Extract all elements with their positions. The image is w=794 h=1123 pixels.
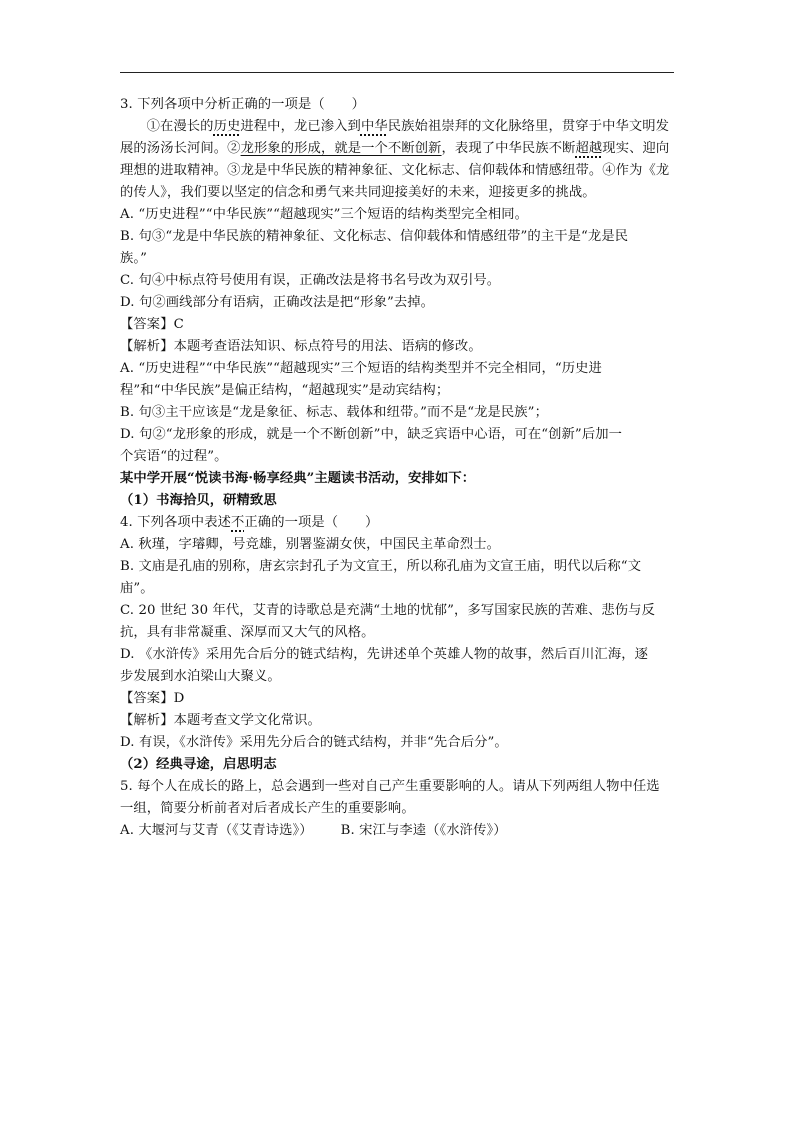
q3-analysis-d-line1: D. 句②“龙形象的形成，就是一个不断创新”中，缺乏宾语中心语，可在“创新”后加一 bbox=[120, 427, 623, 442]
q3-passage: ①在漫长的历史进程中，龙已渗入到中华民族始祖崇拜的文化脉络里，贯穿于中华文明发展的汤汤长河间。②龙形象的形成，就是一个不断创新，表现了中华民族不断超越现实、迎向理想的进取精神。③龙是中华民族的精神象征、文化标志、信仰载体和情感纽带。④作为《龙的传人》，我们要以坚定的信念和勇气来共同迎接美好的未来，迎接更多的挑战。 bbox=[120, 119, 670, 200]
q4-answer: 【答案】D bbox=[120, 691, 185, 706]
q3-analysis-a-line2: 程”和“中华民族”是偏正结构，“超越现实”是动宾结构； bbox=[120, 383, 450, 398]
q4-analysis-d: D. 有误，《水浒传》采用先分后合的链式结构，并非“先合后分”。 bbox=[120, 735, 508, 750]
document-page bbox=[120, 94, 674, 842]
q3-analysis-intro: 【解析】本题考查语法知识、标点符号的用法、语病的修改。 bbox=[120, 339, 482, 354]
q5-option-a: A. 大堰河与艾青（《艾青诗选》） bbox=[120, 823, 313, 838]
q3-option-d: D. 句②画线部分有语病，正确改法是把“形象”去掉。 bbox=[120, 295, 435, 310]
q5-stem-line1: 5. 每个人在成长的路上，总会遇到一些对自己产生重要影响的人。请从下列两组人物中任选 bbox=[120, 779, 660, 794]
q4-option-c-line2: 抗，具有非常凝重、深厚而又大气的风格。 bbox=[120, 625, 375, 640]
q4-option-b-line2: 庙”。 bbox=[120, 581, 154, 596]
q3-answer: 【答案】C bbox=[120, 317, 184, 332]
header-rule bbox=[120, 72, 674, 73]
q4-option-b-line1: B. 文庙是孔庙的别称，唐玄宗封孔子为文宣王，所以称孔庙为文宣王庙，明代以后称“文 bbox=[120, 559, 642, 574]
q4-analysis-intro: 【解析】本题考查文学文化常识。 bbox=[120, 713, 321, 728]
q5-options bbox=[120, 820, 674, 842]
q4-option-a: A. 秋瑾，字璿卿，号竞雄，别署鉴湖女侠，中国民主革命烈士。 bbox=[120, 537, 501, 552]
section1-title: （1）书海拾贝，研精致思 bbox=[120, 493, 277, 508]
q3-analysis-b: B. 句③主干应该是“龙是象征、标志、载体和纽带。”而不是“龙是民族”； bbox=[120, 405, 548, 420]
activity-intro: 某中学开展“悦读书海·畅享经典”主题读书活动，安排如下： bbox=[120, 471, 476, 486]
section2-title: （2）经典寻途，启思明志 bbox=[120, 757, 277, 772]
q3-option-a: A. “历史进程”“中华民族”“超越现实”三个短语的结构类型完全相同。 bbox=[120, 207, 529, 222]
q5-option-b: B. 宋江与李逵（《水浒传》） bbox=[340, 823, 507, 838]
dotted-word-not: 不 bbox=[231, 515, 245, 530]
q4-option-c-line1: C. 20 世纪 30 年代，艾青的诗歌总是充满“土地的忧郁”，多写国家民族的苦难、悲伤与反 bbox=[120, 603, 655, 618]
dotted-word-surpass: 超越 bbox=[575, 141, 603, 156]
q5-stem-line2: 一组，简要分析前者对后者成长产生的重要影响。 bbox=[120, 801, 415, 816]
q3-option-c: C. 句④中标点符号使用有误，正确改法是将书名号改为双引号。 bbox=[120, 273, 501, 288]
underlined-phrase: 龙形象的形成，就是一个不断创新 bbox=[240, 141, 442, 156]
q3-analysis-a-line1: A. “历史进程”“中华民族”“超越现实”三个短语的结构类型并不完全相同，“历史进 bbox=[120, 361, 602, 376]
q4-option-d-line1: D. 《水浒传》采用先合后分的链式结构，先讲述单个英雄人物的故事，然后百川汇海，逐 bbox=[120, 647, 649, 662]
q3-stem: 3. 下列各项中分析正确的一项是（ ） bbox=[120, 97, 365, 112]
dotted-word-history: 历史 bbox=[213, 119, 241, 134]
q3-analysis-d-line2: 个宾语“的过程”。 bbox=[120, 449, 228, 464]
q3-option-b-line2: 族。” bbox=[120, 251, 148, 266]
q4-option-d-line2: 步发展到水泊梁山大聚义。 bbox=[120, 669, 281, 684]
q4-stem: 4. 下列各项中表述不正确的一项是（ ） bbox=[120, 515, 379, 530]
q3-option-b-line1: B. 句③“龙是中华民族的精神象征、文化标志、信仰载体和情感纽带”的主干是“龙是民 bbox=[120, 229, 629, 244]
dotted-word-china: 中华 bbox=[360, 119, 388, 134]
